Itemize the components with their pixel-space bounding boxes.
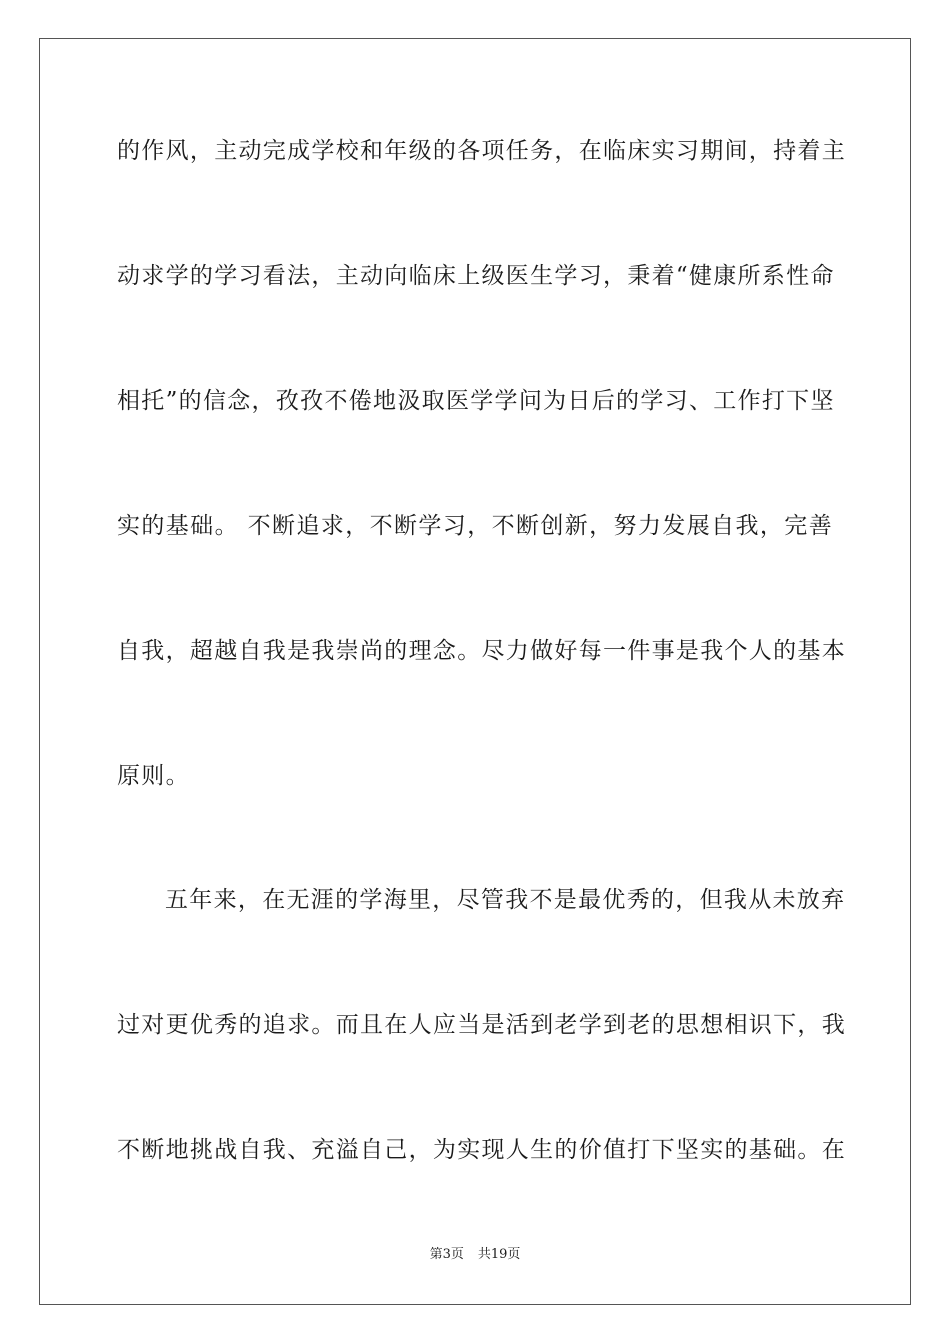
body-text-line: 不断地挑战自我、充溢自己，为实现人生的价值打下坚实的基础。在 [117,1137,846,1163]
body-text-line: 自我，超越自我是我崇尚的理念。尽力做好每一件事是我个人的基本 [117,638,846,664]
body-text-line: 动求学的学习看法，主动向临床上级医生学习，秉着“健康所系性命 [117,263,835,289]
body-text-line: 的作风，主动完成学校和年级的各项任务，在临床实习期间，持着主 [117,138,846,164]
page-number-total: 共19页 [477,1247,521,1262]
page-footer [0,1246,950,1264]
body-text-line: 实的基础。 不断追求，不断学习，不断创新，努力发展自我，完善 [117,513,833,539]
body-text-line: 相托”的信念，孜孜不倦地汲取医学学问为日后的学习、工作打下坚 [117,388,835,414]
page-border [39,38,911,1305]
paragraph-first-line: 五年来，在无涯的学海里，尽管我不是最优秀的，但我从未放弃 [165,887,846,913]
body-text-line: 原则。 [117,763,190,789]
page-number-current: 第3页 [429,1247,464,1262]
body-text-line: 过对更优秀的追求。而且在人应当是活到老学到老的思想相识下，我 [117,1012,846,1038]
